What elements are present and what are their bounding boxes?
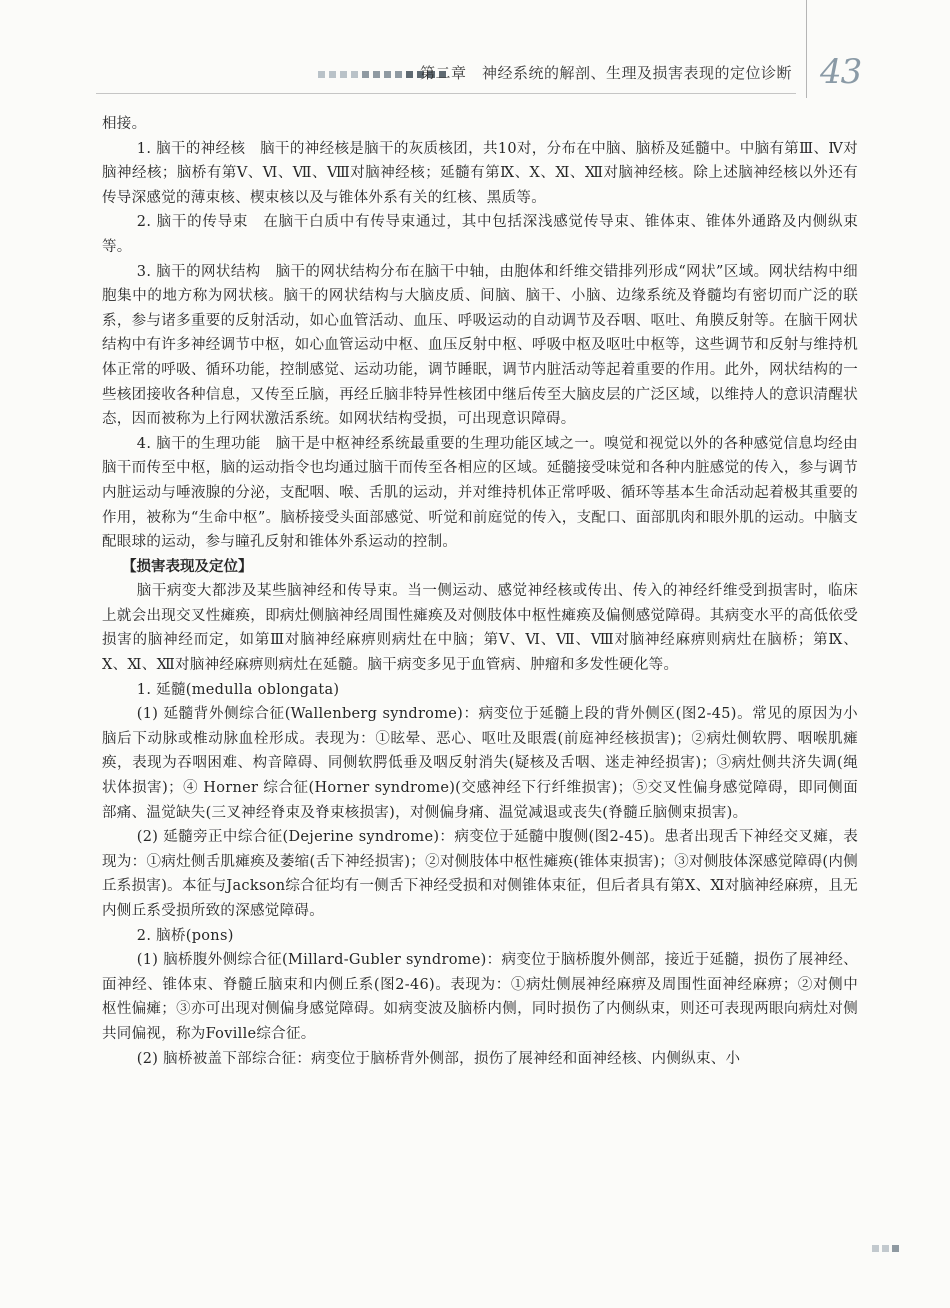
paragraph: (1) 脑桥腹外侧综合征(Millard-Gubler syndrome)：病变位于脑桥腹外侧部，接近于延髓，损伤了展神经、面神经、锥体束、脊髓丘脑束和内侧丘系(图2-46)。表现为：①病灶侧展神经麻痹及周围性面神经麻痹；②对侧中枢性偏瘫；③亦可出现对侧偏身感觉障碍。如病变波及脑桥内侧，同时损伤了内侧纵束，则还可表现两眼向病灶对侧共同偏视，称为Foville综合征。: [102, 952, 858, 1042]
page-header: [0, 0, 950, 100]
footer-decoration: [872, 1245, 899, 1252]
section-heading: 【损害表现及定位】: [122, 558, 253, 575]
page-body: [102, 112, 858, 1071]
page-number: 43: [820, 52, 862, 92]
subheading: 2. 脑桥(pons): [136, 927, 234, 944]
paragraph: 脑干病变大都涉及某些脑神经和传导束。当一侧运动、感觉神经核或传出、传入的神经纤维受到损害时，临床上就会出现交叉性瘫痪，即病灶侧脑神经周围性瘫痪及对侧肢体中枢性瘫痪及偏侧感觉障碍。其病变水平的高低依受损害的脑神经而定，如第Ⅲ对脑神经麻痹则病灶在中脑；第Ⅴ、Ⅵ、Ⅶ、Ⅷ对脑神经麻痹则病灶在脑桥；第Ⅸ、Ⅹ、Ⅺ、Ⅻ对脑神经麻痹则病灶在延髓。脑干病变多见于血管病、肿瘤和多发性硬化等。: [102, 583, 858, 674]
paragraph: (2) 延髓旁正中综合征(Dejerine syndrome)：病变位于延髓中腹侧(图2-45)。患者出现舌下神经交叉瘫，表现为：①病灶侧舌肌瘫痪及萎缩(舌下神经损害)；②对侧肢体中枢性瘫痪(锥体束损害)；③对侧肢体深感觉障碍(内侧丘系损害)。本征与Jackson综合征均有一侧舌下神经受损和对侧锥体束征，但后者具有第Ⅹ、Ⅺ对脑神经麻痹，且无内侧丘系受损所致的深感觉障碍。: [102, 829, 858, 919]
subheading: 1. 延髓(medulla oblongata): [136, 681, 340, 698]
chapter-title: 第二章 神经系统的解剖、生理及损害表现的定位诊断: [420, 64, 793, 82]
paragraph: 3. 脑干的网状结构 脑干的网状结构分布在脑干中轴，由胞体和纤维交错排列形成“网状”区域。网状结构中细胞集中的地方称为网状核。脑干的网状结构与大脑皮质、间脑、脑干、小脑、边缘系统及脊髓均有密切而广泛的联系，参与诸多重要的反射活动，如心血管活动、血压、呼吸运动的自动调节及吞咽、呕吐、角膜反射等。在脑干网状结构中有许多神经调节中枢，如心血管运动中枢、血压反射中枢、呼吸中枢及呕吐中枢等，这些调节和反射与维持机体正常的呼吸、循环功能，控制感觉、运动功能，调节睡眠，调节内脏活动等起着重要的作用。此外，网状结构的一些核团接收各种信息，又传至丘脑，再经丘脑非特异性核团中继后传至大脑皮层的广泛区域，以维持人的意识清醒状态，因而被称为上行网状激活系统。如网状结构受损，可出现意识障碍。: [102, 263, 858, 428]
paragraph: (2) 脑桥被盖下部综合征：病变位于脑桥背外侧部，损伤了展神经和面神经核、内侧纵束、小: [136, 1050, 741, 1067]
paragraph: (1) 延髓背外侧综合征(Wallenberg syndrome)：病变位于延髓上段的背外侧区(图2-45)。常见的原因为小脑后下动脉或椎动脉血栓形成。表现为：①眩晕、恶心、呕吐及眼震(前庭神经核损害)；②病灶侧软腭、咽喉肌瘫痪，表现为吞咽困难、构音障碍、同侧软腭低垂及咽反射消失(疑核及舌咽、迷走神经损害)；③病灶侧共济失调(绳状体损害)；④ Horner 综合征(Horner syndrome)(交感神经下行纤维损害)；⑤交叉性偏身感觉障碍，即同侧面部痛、温觉缺失(三叉神经脊束及脊束核损害)，对侧偏身痛、温觉减退或丧失(脊髓丘脑侧束损害)。: [102, 706, 858, 821]
paragraph: 4. 脑干的生理功能 脑干是中枢神经系统最重要的生理功能区域之一。嗅觉和视觉以外的各种感觉信息均经由脑干而传至中枢，脑的运动指令也均通过脑干而传至各相应的区域。延髓接受味觉和各种内脏感觉的传入，参与调节内脏运动与唾液腺的分泌，支配咽、喉、舌肌的运动，并对维持机体正常呼吸、循环等基本生命活动起着极其重要的作用，被称为“生命中枢”。脑桥接受头面部感觉、听觉和前庭觉的传入，支配口、面部肌肉和眼外肌的运动。中脑支配眼球的运动，参与瞳孔反射和锥体外系运动的控制。: [102, 435, 858, 551]
paragraph: 相接。: [102, 116, 147, 132]
header-rule: [96, 93, 796, 94]
header-vertical-rule: [806, 0, 807, 98]
paragraph: 2. 脑干的传导束 在脑干白质中有传导束通过，其中包括深浅感觉传导束、锥体束、锥体外通路及内侧纵束等。: [102, 214, 858, 255]
paragraph: 1. 脑干的神经核 脑干的神经核是脑干的灰质核团，共10对，分布在中脑、脑桥及延髓中。中脑有第Ⅲ、Ⅳ对脑神经核；脑桥有第Ⅴ、Ⅵ、Ⅶ、Ⅷ对脑神经核；延髓有第Ⅸ、Ⅹ、Ⅺ、Ⅻ对脑神经核。除上述脑神经核以外还有传导深感觉的薄束核、楔束核以及与锥体外系有关的红核、黑质等。: [102, 140, 858, 206]
